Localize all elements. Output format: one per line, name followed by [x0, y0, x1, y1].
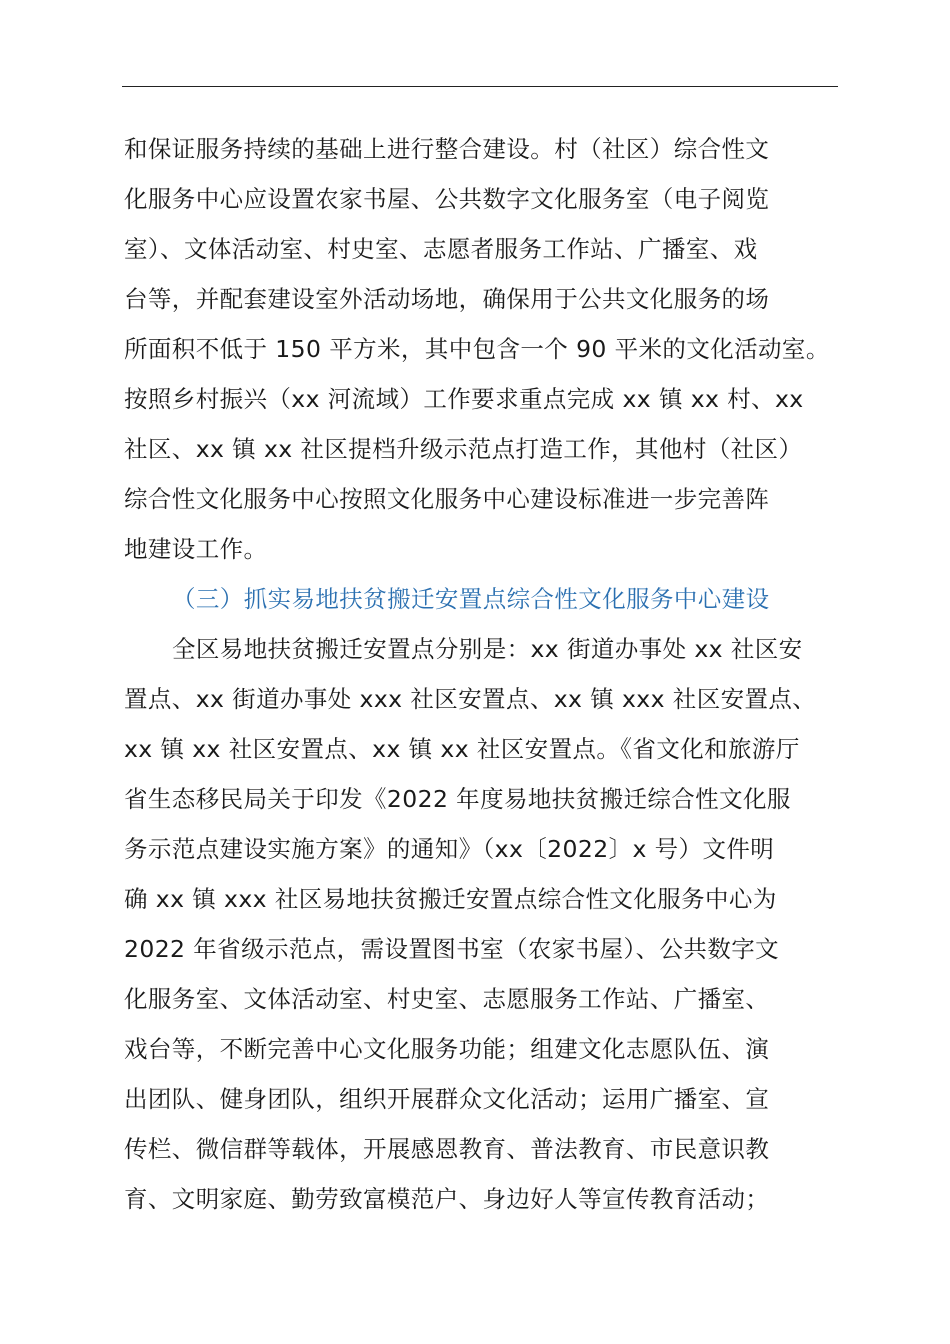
paragraph-1-line: 按照乡村振兴（xx 河流域）工作要求重点完成 xx 镇 xx 村、xx — [124, 385, 804, 413]
header-rule — [122, 86, 838, 87]
paragraph-2-line: 戏台等，不断完善中心文化服务功能；组建文化志愿队伍、演 — [124, 1035, 770, 1063]
paragraph-2-line: 省生态移民局关于印发《2022 年度易地扶贫搬迁综合性文化服 — [124, 785, 791, 813]
paragraph-2-line: 化服务室、文体活动室、村史室、志愿服务工作站、广播室、 — [124, 985, 770, 1013]
paragraph-1-line: 化服务中心应设置农家书屋、公共数字文化服务室（电子阅览 — [124, 185, 770, 213]
paragraph-2-line: 置点、xx 街道办事处 xxx 社区安置点、xx 镇 xxx 社区安置点、 — [124, 685, 817, 713]
paragraph-2-line: 育、文明家庭、勤劳致富模范户、身边好人等宣传教育活动； — [124, 1185, 770, 1213]
paragraph-1-line: 和保证服务持续的基础上进行整合建设。村（社区）综合性文 — [124, 135, 770, 163]
paragraph-1-line: 室）、文体活动室、村史室、志愿者服务工作站、广播室、戏 — [124, 235, 758, 263]
paragraph-2-line: 2022 年省级示范点，需设置图书室（农家书屋）、公共数字文 — [124, 935, 780, 963]
paragraph-2-line: 确 xx 镇 xxx 社区易地扶贫搬迁安置点综合性文化服务中心为 — [124, 885, 777, 913]
paragraph-1-line: 综合性文化服务中心按照文化服务中心建设标准进一步完善阵 — [124, 485, 770, 513]
paragraph-1-line: 所面积不低于 150 平方米，其中包含一个 90 平米的文化活动室。 — [124, 335, 830, 363]
paragraph-1-line: 社区、xx 镇 xx 社区提档升级示范点打造工作，其他村（社区） — [124, 435, 803, 463]
paragraph-2-line: xx 镇 xx 社区安置点、xx 镇 xx 社区安置点。《省文化和旅游厅 — [124, 735, 800, 763]
paragraph-2-line: 全区易地扶贫搬迁安置点分别是：xx 街道办事处 xx 社区安 — [172, 635, 803, 663]
paragraph-2-line: 出团队、健身团队，组织开展群众文化活动；运用广播室、宣 — [124, 1085, 770, 1113]
paragraph-2-line: 务示范点建设实施方案》的通知》（xx〔2022〕x 号）文件明 — [124, 835, 775, 863]
paragraph-2-line: 传栏、微信群等载体，开展感恩教育、普法教育、市民意识教 — [124, 1135, 770, 1163]
paragraph-1-line: 台等，并配套建设室外活动场地，确保用于公共文化服务的场 — [124, 285, 770, 313]
section-heading-3: （三）抓实易地扶贫搬迁安置点综合性文化服务中心建设 — [172, 585, 770, 613]
paragraph-1-line: 地建设工作。 — [124, 535, 268, 563]
